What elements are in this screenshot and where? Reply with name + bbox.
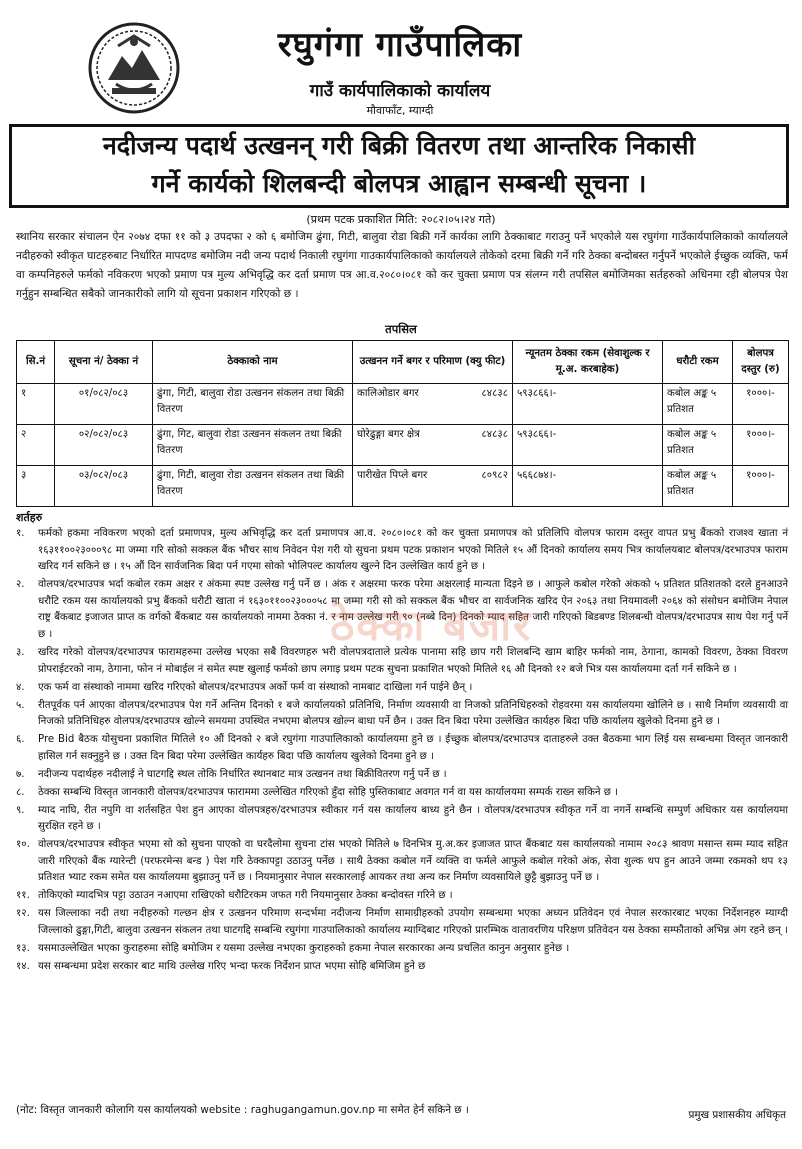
term-number: २. xyxy=(16,579,25,591)
list-item xyxy=(16,803,788,836)
cell-amount: ५९३८६६।- xyxy=(513,384,663,425)
term-number: ६. xyxy=(16,734,25,746)
term-number: ४. xyxy=(16,681,25,693)
cell-site-name: घोरेढुङ्गा बगर क्षेत्र xyxy=(357,429,420,440)
municipality-title: रघुगंगा गाउँपालिका xyxy=(277,25,523,65)
cell-fee: १०००।- xyxy=(733,466,789,507)
cell-qty: ८०९८२ xyxy=(481,470,508,481)
term-number: १. xyxy=(16,528,25,539)
cell-notice: ०२/०८२/०८३ xyxy=(55,425,153,466)
notice-banner xyxy=(9,124,789,208)
table-header-row xyxy=(17,341,789,384)
table-row xyxy=(17,425,789,466)
term-text: एक फर्म वा संस्थाको नाममा खरिद गरिएको बोलपत्र/दरभाउपत्र अर्को फर्म वा संस्थाको नामबाट दाखिला गर्न पाईने छैन् । xyxy=(38,681,473,693)
term-number: ११. xyxy=(16,890,30,902)
letterhead xyxy=(0,0,802,122)
table-caption: तपसिल xyxy=(385,322,417,336)
office-subtitle: गाउँ कार्यपालिकाको कार्यालय xyxy=(309,81,491,101)
cell-amount: ५९३८६६।- xyxy=(513,425,663,466)
cell-deposit: कबोल अङ्क ५ प्रतिशत xyxy=(663,384,733,425)
cell-qty: ८४८३८ xyxy=(481,429,508,440)
list-item xyxy=(16,941,788,958)
term-text: वोलपत्र/दरभाउपत्र स्वीकृत भएमा सो को सुचना पाएको वा घरदैलोमा सुचना टांस भएको मितिले ७ दिनभित्र मु.अ.कर इजाजत प्राप्त बैंकबाट यस कार्यालयको नामाम २०८३ श्रावण मसान्त सम्म म्याद सहित जारी गरिएको बैंक ग्यारेन्टी (परफरमेन्स बन्ड ) पेश गरि ठेक्कापट्टा उठाउनु पर्नेछ । साथै ठेक्का कबोल गर्ने व्यक्ति वा फर्मले आफुले कबोल गरेको अंक, सेवा शुल्क थप हुन आउने जम्मा रकमको थप १३ प्रतिशत भ्याट रकम समेत यस कार्यालयमा बुझाउनु पर्ने छ । नियमानुसार नेपाल सरकारलाई आयकर तथा अन्य कर निर्माण व्यवसायिले छुट्टै बुझाउनु पर्ने छ । xyxy=(38,839,788,884)
term-text: वोलपत्र/दरभाउपत्र भर्दा कबोल रकम अक्षर र अंकमा स्पष्ट उल्लेख गर्नु पर्ने छ । अंक र अक्षरमा फरक परेमा अक्षरलाई मान्यता दिइने छ । आफुले कबोल गरेको अंकको ५ प्रतिशत प्रतिशतको दरले हुनआउने धरौटि रकम यस कार्यालयको प्रभु बैंकको धरौटी खाता नं १६३०११००२३०००५८ मा जम्मा गरी सो को सक्कल बैंक भौचर वा सार्वजनिक खरिद ऐन २०६३ तथा नियमावली २०६४ को संसोधन बमोजिम नेपाल राष्ट्र बैंकबाट इजाजत प्राप्त क वर्गको बैंकबाट यस कार्यालयको नाममा ठेक्का नं. र नाम उल्लेख गरी ९० (नब्बे दिन) दिनको म्याद सहित जारी गरिएको बिडबण्ड शिलबन्धी वोलपत्र/दरभाउपत्र साथ पेश गर्नु पर्ने छ । xyxy=(38,579,788,640)
term-text: नदीजन्य पदार्थहरु नदीलाई ने घाटगद्दि स्थल तोकि निर्धारित स्थानबाट मात्र उत्खनन तथा बिक्रीवितरण गर्नु पर्ने छ । xyxy=(38,768,447,780)
term-number: ७. xyxy=(16,768,25,780)
header-deposit: धरौटी रकम xyxy=(663,341,733,384)
term-text: यस जिल्लाका नदी तथा नदीहरुको गल्छन क्षेत्र र उत्खनन परिमाण सन्दर्भमा नदीजन्य निर्माण सामाग्रीहरुको उपयोग सम्बन्धमा भएका अध्यन प्रतिवेदन एवं नेपाल सरकारबाट भएका निर्देशनहरु म्याग्दी जिल्लाको ढुङ्गा,गिटी, बालुवा उत्खनन संकलन तथा घाटगद्दि सम्बन्धि रघुगंगा गाउपालिकाको कार्यालय म्याग्दिबाट गरिएको प्रारम्भिक वातावरणिय परिक्षण प्रतिवेदन यस ठेक्का सम्फौताको अभिन्न अंग रहने छन् । xyxy=(38,908,788,936)
intro-paragraph: स्थानिय सरकार संचालन ऐन २०७४ दफा ११ को ३ उपदफा २ को ६ बमोजिम ढुंगा, गिटी, बालुवा रोडा बिक्री गर्ने कार्यका लागि ठेक्काबाट गराउनु पर्ने भएकोले यस रघुगंगा गाउँकार्यपालिकाको कार्यालयले नदीहरुको स्वीकृत घाटहरुबाट निर्धारित मापदण्ड बमोजिम नदी जन्य पदार्थ निकाली रघुगंगा गाउकार्यपालिकाको कार्यालयले तोकेको दरमा बिक्री गर्ने गरि ठेक्का बन्दोबस्त गर्नुपर्ने भएकोले ईच्छुक व्यक्ति, फर्म वा कम्पनिहरुले फर्मको नविकरण भएको प्रमाण पत्र मुल्य अभिवृद्धि कर दर्ता प्रमाण पत्र आ.व.२०८०।०८१ को कर चुक्ता प्रमाण पत्र संलग्न गरी तपसिल बमोजिमका सर्तहरुको अधिनमा रही बोलपत्र पेश गर्नुहुन सम्बन्धित सबैको जानकारीको लागि यो सूचना प्रकाशन गरिएको छ । xyxy=(16,231,788,300)
signoff: प्रमुख प्रशासकीय अधिकृत xyxy=(688,1109,786,1121)
office-location: मौवाफाँट, म्याग्दी xyxy=(366,104,434,117)
cell-sn: २ xyxy=(17,425,55,466)
header-notice: सूचना नं/ ठेक्का नं xyxy=(55,341,153,384)
banner-line-2: गर्ने कार्यको शिलबन्दी बोलपत्र आह्वान सम्बन्धी सूचना । xyxy=(151,169,647,198)
term-number: ३. xyxy=(16,646,25,658)
list-item xyxy=(16,732,788,765)
term-text: ठेक्का सम्बन्धि विस्तृत जानकारी वोलपत्र/दरभाउपत्र फाराममा उल्लेखित गरिएको हुँदा सोहि पुस्तिकाबाट अवगत गर्न वा यस कार्यालयमा सम्पर्क राख्न सकिने छ । xyxy=(38,786,619,798)
terms-heading: शर्तहरु xyxy=(16,511,43,524)
header-fee: बोलपत्र दस्तुर (रु) xyxy=(733,341,789,384)
list-item xyxy=(16,837,788,887)
term-number: १४. xyxy=(16,960,30,972)
table-row xyxy=(17,384,789,425)
term-text: यसमाउल्लेखित भएका कुराहरुमा सोहि बमोजिम र यसमा उल्लेख नभएका कुराहरुको हकमा नेपाल सरकारका अन्य प्रचलित कानुन अनुसार हुनेछ । xyxy=(38,942,570,954)
cell-deposit: कबोल अङ्क ५ प्रतिशत xyxy=(663,466,733,507)
nepal-government-emblem-icon xyxy=(88,22,180,114)
publication-date: (प्रथम पटक प्रकाशित मिति: २०८२।०५।२४ गते) xyxy=(306,213,496,226)
list-item xyxy=(16,906,788,939)
header-sn: सि.नं xyxy=(17,341,55,384)
term-text: यस सम्बन्धमा प्रदेश सरकार बाट माथि उल्लेख गरिए भन्दा फरक निर्देशन प्राप्त भएमा सोहि बमिजिम हुने छ xyxy=(38,960,426,972)
list-item xyxy=(16,526,788,576)
cell-sn: १ xyxy=(17,384,55,425)
cell-site xyxy=(353,466,513,507)
list-item xyxy=(16,680,788,697)
term-number: ५. xyxy=(16,699,25,711)
cell-deposit: कबोल अङ्क ५ प्रतिशत xyxy=(663,425,733,466)
cell-fee: १०००।- xyxy=(733,425,789,466)
cell-site xyxy=(353,425,513,466)
list-item xyxy=(16,888,788,905)
cell-name: ढुंगा, गिट, बालुवा रोडा उत्खनन संकलन तथा बिक्री वितरण xyxy=(153,425,353,466)
cell-site xyxy=(353,384,513,425)
cell-notice: ०३/०८२/०८३ xyxy=(55,466,153,507)
term-text: रीतपूर्वक पर्न आएका वोलपत्र/दरभाउपत्र पेश गर्ने अन्तिम दिनको १ बजे कार्यालयको प्रतिनिधि, निर्माण व्यवसायी वा निजको प्रतिनिधिहरुको रोहवरमा यस कार्यालयमा खोलिने छ । साथै निर्माण व्यवसायी वा निजको प्रतिनिधिहरु वोलपत्र/दरभाउपत्र खोल्ने समयमा उपस्थित नभएमा बोलपत्र खोल्न बाधा पर्ने छैन । उक्त दिन बिदा परेमा उल्लेखित कार्यहरु बिदा पछि कार्यालय खुलेको दिनमा हुने छ । xyxy=(38,699,788,728)
cell-fee: १०००।- xyxy=(733,384,789,425)
cell-qty: ८४८३८ xyxy=(481,388,508,399)
list-item xyxy=(16,767,788,784)
banner-line-1: नदीजन्य पदार्थ उत्खनन् गरी बिक्री वितरण तथा आन्तरिक निकासी xyxy=(102,131,696,160)
term-text: खरिद गरेको वोलपत्र/दरभाउपत्र फारामहरुमा उल्लेख भएका सबै विवरणहरु भरी वोलपत्रदाताले प्रत्येक पानामा सहि छाप गरी शिलबन्दि खाम बाहिर फर्मको नाम, ठेगाना, कामको विवरण, ठेक्का विवरण प्रोपराईटरको नाम, ठेगाना, फोन नं मोबाईल नं समेत स्पष्ट खुलाई फर्मको छाप लगाइ प्रथम पटक सुचना प्रकाशित भएको मितिले १६ औ दिनको १२ बजे भित्र यस कार्यालयमा दर्ता गर्न सकिने छ । xyxy=(38,646,788,675)
term-number: १०. xyxy=(16,839,30,851)
list-item xyxy=(16,785,788,802)
term-text: तोकिएको म्यादभित्र पट्टा उठाउन नआएमा राखिएको धरौटिरकम जफत गरी नियमानुसार ठेक्का बन्दोवस्त गरिने छ । xyxy=(38,890,453,902)
cell-sn: ३ xyxy=(17,466,55,507)
term-text: फर्मको हकमा नविकरण भएको दर्ता प्रमाणपत्र, मुल्य अभिवृद्धि कर दर्ता प्रमाणपत्र आ.व. २०८०।०८१ को कर चुक्ता प्रमाणपत्र को प्रतिलिपि वोलपत्र फाराम दस्तुर वापत प्रभु बैंकको राजश्व खाता नं १६३११००२३०००९८ मा जम्मा गरि सोको सक्कल बैंक भौचर साथ निवेदन पेश गरी यो सुचना प्रथम पटक प्रकाशन भएको मितिले १५ औं दिनको कार्यालय समय भित्र कार्यालयबाट बोलपत्र/दरभाउपत्र फाराम खरिद गर्न सकिने छ । १५ औं दिन सार्वजनिक बिदा पर्न गएमा सोको भोलिपल्ट कार्यालय खुल्ने दिन उल्लेखित कार्य हुने छ । xyxy=(38,528,788,573)
header-amount: न्यूनतम ठेक्का रकम (सेवाशुल्क र मू.अ. करबाहेक) xyxy=(513,341,663,384)
cell-name: ढुंगा, गिटी, बालुवा रोडा उत्खनन संकलन तथा बिक्री वितरण xyxy=(153,384,353,425)
terms-list xyxy=(16,526,788,977)
term-number: १२. xyxy=(16,908,30,920)
term-text: म्याद नाघि, रीत नपुगि वा शर्तसहित पेश हुन आएका वोलपत्रहरु/दरभाउपत्र स्वीकार गर्न यस कार्यालय बाध्य हुने छैन । वोलपत्र/दरभाउपत्र स्वीकृत गर्ने वा नगर्ने सम्बन्धि सम्पुर्ण अधिकार यस कार्यालयमा सुरक्षित रहने छ । xyxy=(38,804,788,833)
term-number: ९. xyxy=(16,804,25,816)
list-item xyxy=(16,698,788,731)
table-row xyxy=(17,466,789,507)
header-site: उत्खनन गर्ने बगर र परिमाण (क्यु फीट) xyxy=(353,341,513,384)
term-text: Pre Bid बैठक योसुचना प्रकाशित मितिले १० औं दिनको २ बजे रघुगंगा गाउपालिकाको कार्यालयमा हुने छ । ईच्छुक बोलपत्र/दरभाउपत्र दाताहरुले उक्त बैठकमा भाग लिई यस सम्बन्धमा विस्तृत जानकारी हासिल गर्न सक्नुहुने छ । उक्त दिन बिदा परेमा उल्लेखित कार्यहरु बिदा पछि कार्यालय खुलेको दिनमा हुने छ । xyxy=(38,734,788,762)
term-number: ८. xyxy=(16,786,25,798)
cell-amount: ५६६८७४।- xyxy=(513,466,663,507)
cell-name: ढुंगा, गिटी, बालुवा रोडा उत्खनन संकलन तथा बिक्री वितरण xyxy=(153,466,353,507)
term-number: १३. xyxy=(16,942,30,954)
cell-site-name: कालिओडार बगर xyxy=(357,388,419,399)
cell-notice: ०१/०८२/०८३ xyxy=(55,384,153,425)
bid-table xyxy=(16,340,789,507)
list-item xyxy=(16,959,788,976)
website-note: (नोट: विस्तृत जानकारी कोलागि यस कार्यालयको website : raghugangamun.gov.np मा समेत हेर्न सकिने छ । xyxy=(16,1104,469,1116)
header-name: ठेक्काको नाम xyxy=(153,341,353,384)
cell-site-name: पारीखेत पिप्ले बगर xyxy=(357,470,428,481)
watermark: ठेक्का बजार xyxy=(330,601,533,650)
